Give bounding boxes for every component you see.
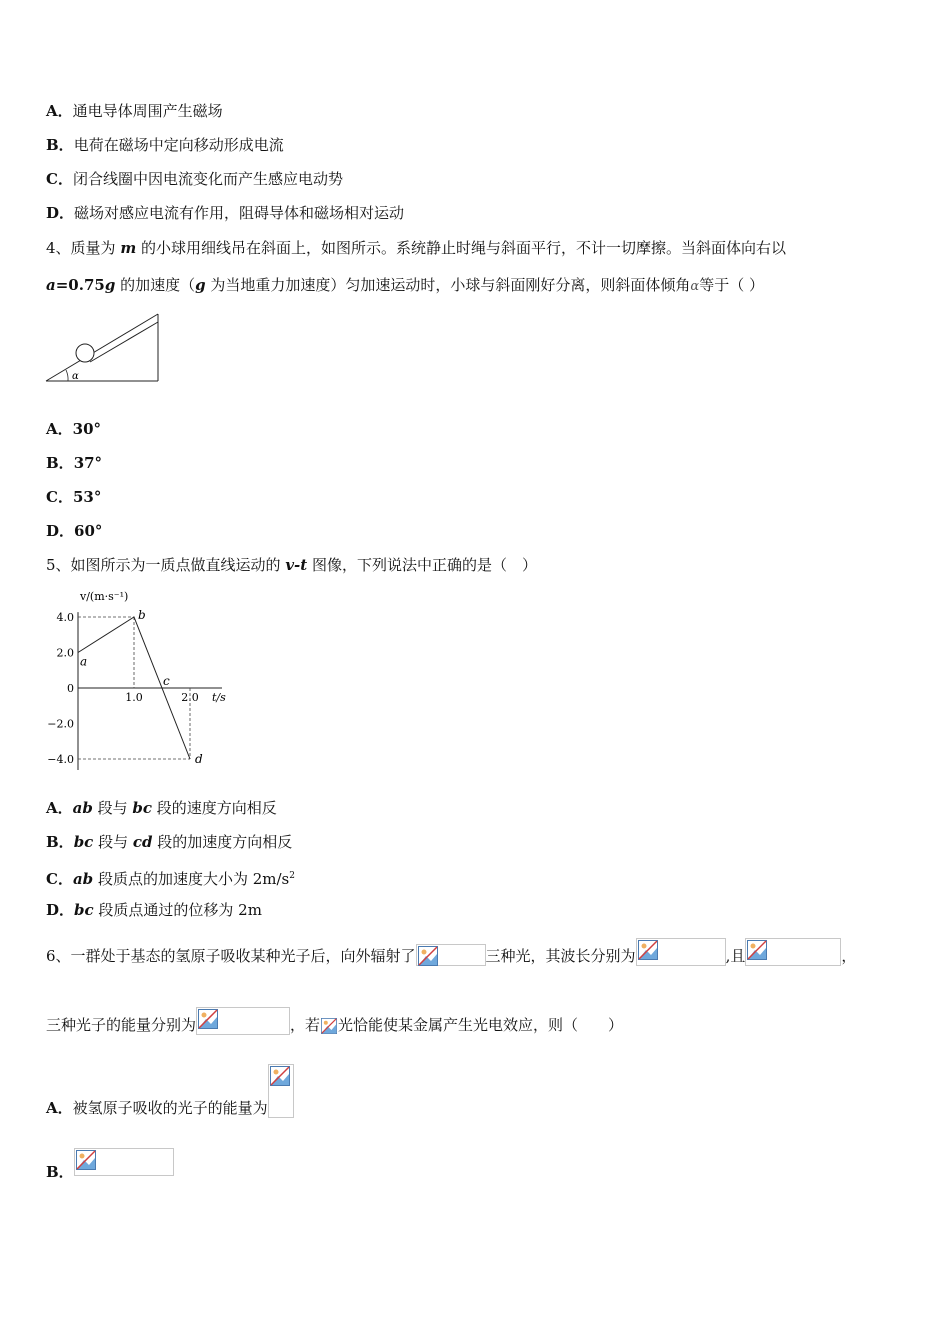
- q5-option-c: C．ab 段质点的加速度大小为 $2m/s^2$: [46, 870, 295, 888]
- incline-figure: [44, 308, 164, 386]
- q6-option-b: B．: [46, 1148, 174, 1184]
- q6-option-a: A．被氢原子吸收的光子的能量为: [46, 1064, 294, 1120]
- q3-option-c: C．闭合线圈中因电流变化而产生感应电动势: [46, 170, 343, 188]
- q3-option-a: A．通电导体周围产生磁场: [46, 102, 223, 120]
- broken-image-6: [268, 1064, 294, 1118]
- x-axis-title: t/s: [212, 691, 226, 704]
- point-label-a: a: [80, 654, 88, 669]
- q4-option-c: C．53°: [46, 488, 102, 506]
- broken-image-icon: [418, 946, 438, 966]
- y-tick-label: −4.0: [47, 753, 74, 766]
- broken-image-3: [745, 938, 841, 966]
- broken-image-2: [636, 938, 726, 966]
- broken-image-4: [196, 1007, 290, 1035]
- y-tick-label: −2.0: [47, 717, 74, 731]
- ball: [76, 344, 94, 362]
- broken-image-icon: [270, 1066, 290, 1086]
- x-tick-label: 1.0: [125, 691, 143, 704]
- y-tick-label: 0: [67, 682, 74, 695]
- y-tick-label: 4.0: [56, 611, 74, 624]
- incline-surface: [46, 314, 158, 381]
- q5-stem: 5、如图所示为一质点做直线运动的 v-t 图像，下列说法中正确的是（ ）: [46, 556, 537, 574]
- broken-image-7: [74, 1148, 174, 1176]
- angle-label: α: [72, 371, 79, 382]
- broken-image-1: [416, 944, 486, 966]
- angle-arc: [66, 370, 68, 381]
- point-label-d: d: [195, 752, 203, 766]
- q4-option-d: D．60°: [46, 522, 103, 540]
- broken-image-icon: [198, 1009, 218, 1029]
- vt-graph: [40, 584, 240, 770]
- q4-stem-line1: 4、质量为 m 的小球用细线吊在斜面上，如图所示。系统静止时绳与斜面平行，不计一切摩擦。当斜面体向右以: [46, 239, 786, 257]
- q6-stem-line2: 三种光子的能量分别为 ，若 光恰能使某金属产生光电效应，则（ ）: [46, 1007, 623, 1037]
- point-label-c: c: [163, 674, 170, 688]
- broken-image-icon: [747, 940, 767, 960]
- q4-option-b: B．37°: [46, 454, 103, 472]
- broken-image-5: [320, 1017, 338, 1035]
- q4-option-a: A．30°: [46, 420, 102, 438]
- y-axis-title: v/(m·s⁻¹): [80, 590, 129, 603]
- q6-stem-line1: 6、一群处于基态的氢原子吸收某种光子后，向外辐射了 三种光，其波长分别为 ,且 ，: [46, 938, 856, 962]
- q3-option-d: D．磁场对感应电流有作用，阻碍导体和磁场相对运动: [46, 204, 405, 222]
- broken-image-icon: [76, 1150, 96, 1170]
- q4-stem-line2: a=0.75g 的加速度（g 为当地重力加速度）匀加速运动时，小球与斜面刚好分离，则斜面体倾角α等于（ ）: [46, 276, 764, 294]
- string-line: [90, 322, 158, 362]
- broken-image-icon: [638, 940, 658, 960]
- point-label-b: b: [138, 608, 146, 622]
- broken-image-icon: [321, 1018, 337, 1034]
- x-tick-label: 2.0: [181, 691, 199, 704]
- q5-option-b: B．bc 段与 cd 段的加速度方向相反: [46, 833, 293, 851]
- q3-option-b: B．电荷在磁场中定向移动形成电流: [46, 136, 284, 154]
- q5-option-d: D．bc 段质点通过的位移为 2m: [46, 901, 262, 919]
- q5-option-a: A．ab 段与 bc 段的速度方向相反: [46, 799, 277, 817]
- y-tick-label: 2.0: [56, 646, 74, 660]
